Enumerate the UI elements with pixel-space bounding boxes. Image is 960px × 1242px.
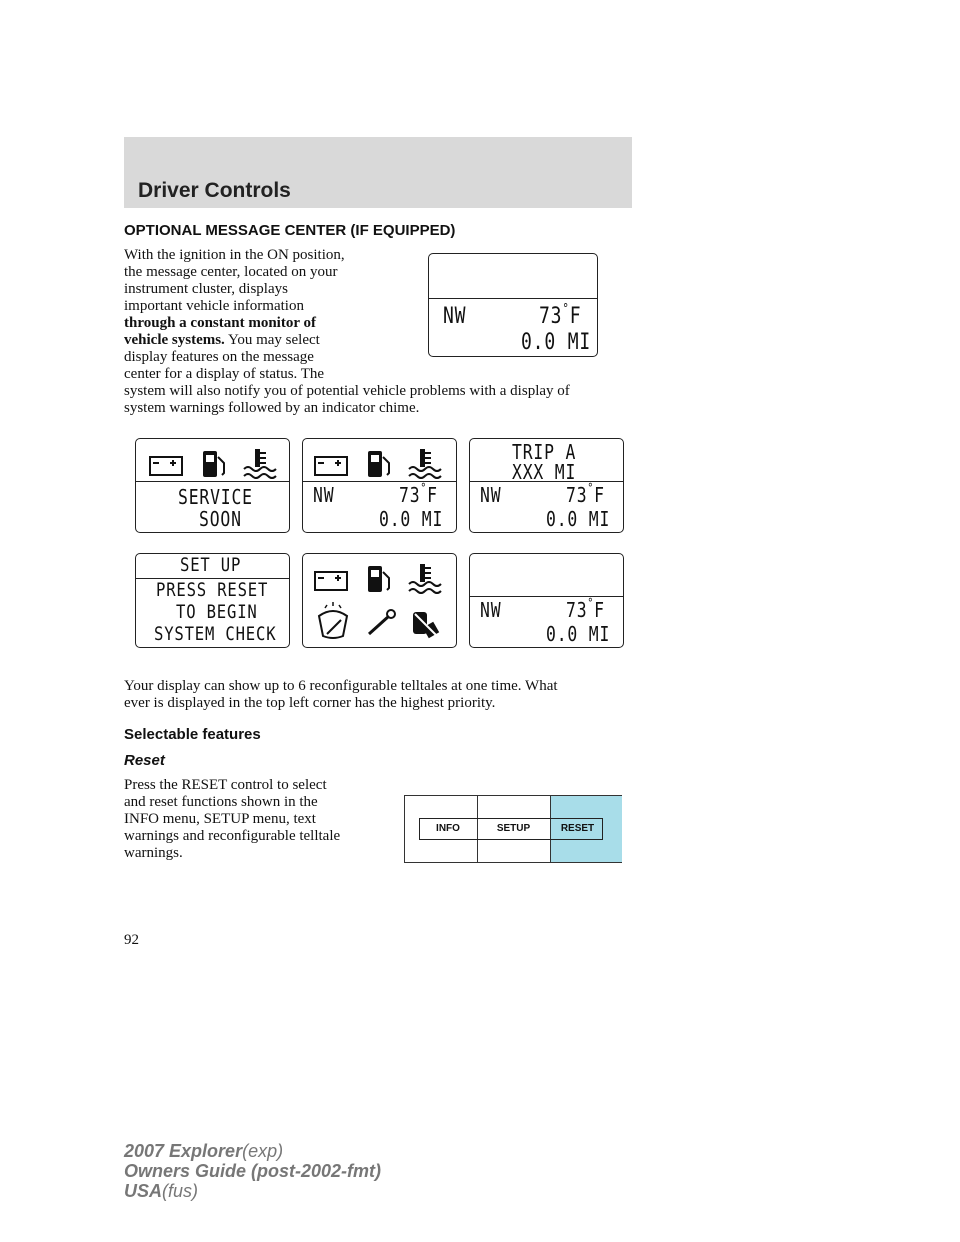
setup-display: [135, 553, 290, 648]
battery-icon: [315, 457, 347, 475]
control-buttons-diagram: [404, 795, 622, 863]
trip-line-1: TRIP A: [512, 440, 577, 464]
page-number: 92: [124, 932, 139, 948]
telltale-paragraph: Your display can show up to 6 reconfigurable telltales at one time. What ever is displayed in the top left corner has the highest priority.: [124, 678, 558, 711]
intro-paragraph: With the ignition in the ON position, the message center, located on your instrument cluster, displays important vehicle information through a constant monitor of vehicle systems. You may select display features on the message center for a display of status. The system will also notify you of potential vehicle problems with a display of system warnings followed by an indicator chime.: [124, 247, 570, 416]
setup-line-2: PRESS RESET: [156, 579, 269, 601]
setup-line-3: TO BEGIN: [176, 601, 258, 623]
status-display: [469, 553, 624, 648]
compass-reading: NW: [313, 483, 335, 507]
reset-subheading: Reset: [124, 752, 165, 769]
service-line-1: SERVICE: [178, 485, 253, 509]
odometer-reading: 0.0 MI: [379, 507, 444, 531]
wrench-icon: [369, 610, 395, 634]
odometer-reading: 0.0 MI: [546, 622, 611, 646]
info-button[interactable]: INFO: [436, 823, 460, 834]
temperature-reading: 73°F: [566, 481, 605, 507]
reset-button[interactable]: RESET: [560, 823, 595, 834]
compass-reading: NW: [443, 304, 467, 329]
fuel-icon: [203, 451, 224, 477]
six-telltales-display: [302, 553, 457, 648]
battery-icon: [150, 457, 182, 475]
temperature-reading: 73°F: [539, 302, 582, 329]
temperature-reading: 73°F: [566, 596, 605, 622]
trip-display: [469, 438, 624, 533]
section-header-band: [124, 137, 632, 208]
odometer-reading: 0.0 MI: [521, 330, 592, 355]
section-title: Driver Controls: [138, 179, 291, 202]
setup-line-1: SET UP: [180, 554, 242, 576]
features-heading: Selectable features: [124, 726, 261, 743]
setup-line-4: SYSTEM CHECK: [154, 623, 277, 645]
washer-fluid-icon: [319, 602, 347, 638]
service-soon-display: [135, 438, 290, 533]
fuel-icon: [368, 451, 389, 477]
temperature-reading: 73°F: [399, 481, 438, 507]
section-heading: OPTIONAL MESSAGE CENTER (IF EQUIPPED): [124, 222, 456, 239]
fuel-icon: [368, 566, 389, 592]
compass-reading: NW: [480, 598, 502, 622]
telltale-status-display: [302, 438, 457, 533]
seat-belt-icon: [413, 612, 439, 638]
telltale-icons: [148, 449, 288, 481]
odometer-reading: 0.0 MI: [546, 507, 611, 531]
trip-line-2: XXX MI: [512, 460, 577, 484]
display-divider: [429, 298, 597, 299]
document-footer: 2007 Explorer(exp) Owners Guide (post-2002-fmt) USA(fus): [124, 1141, 382, 1201]
compass-reading: NW: [480, 483, 502, 507]
setup-button[interactable]: SETUP: [496, 823, 531, 834]
telltale-icons: [313, 449, 453, 481]
telltale-grid: [313, 564, 453, 644]
message-center-display: [428, 253, 598, 357]
service-line-2: SOON: [199, 507, 242, 531]
reset-paragraph: Press the RESET control to select and reset functions shown in the INFO menu, SETUP menu, text warnings and reconfigurable telltale warnings.: [124, 777, 341, 861]
battery-icon: [315, 572, 347, 590]
coolant-temp-icon: [409, 449, 441, 478]
coolant-temp-icon: [244, 449, 276, 478]
coolant-temp-icon: [409, 564, 441, 593]
